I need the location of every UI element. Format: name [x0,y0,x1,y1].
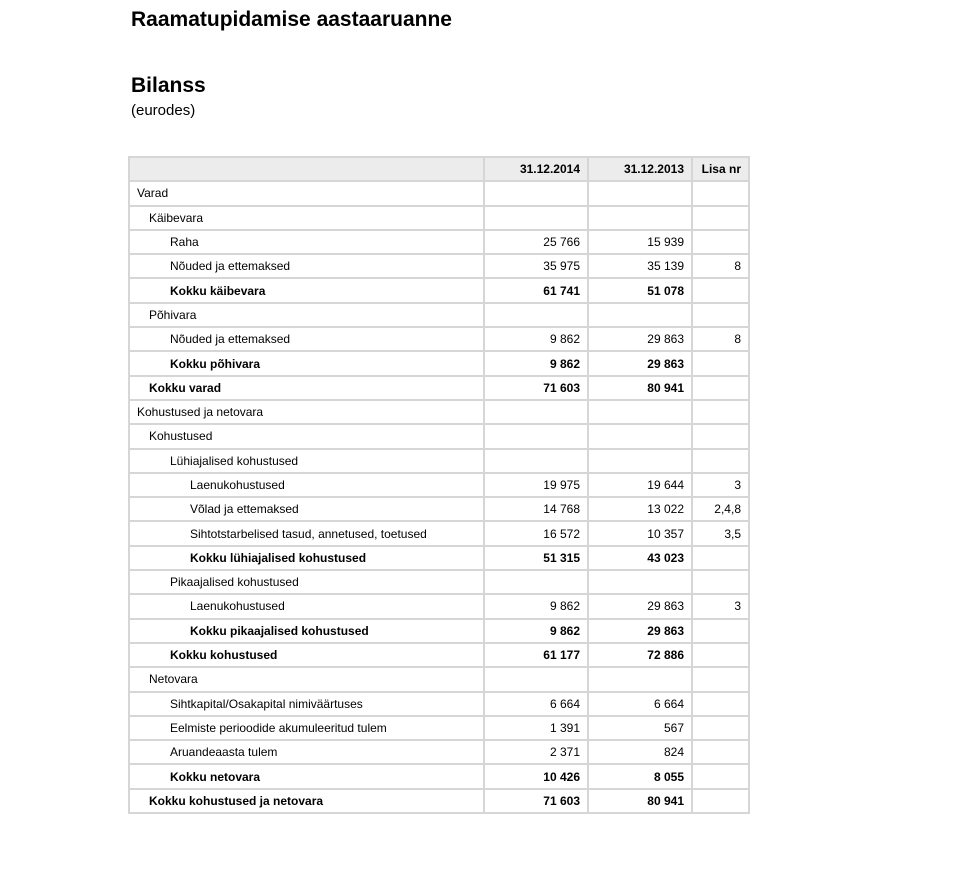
row-label: Sihtkapital/Osakapital nimiväärtuses [129,692,484,716]
value-2013 [588,667,692,691]
row-label: Kokku varad [129,376,484,400]
table-row [129,254,749,278]
table-row [129,546,749,570]
balance-sheet-table [128,156,750,814]
note-ref: 3 [692,473,749,497]
value-2013 [588,449,692,473]
value-2014: 51 315 [484,546,588,570]
value-2013 [588,303,692,327]
table-row [129,716,749,740]
row-label: Varad [129,181,484,205]
value-2013: 29 863 [588,327,692,351]
table-row [129,327,749,351]
value-2013 [588,206,692,230]
note-ref [692,230,749,254]
value-2014: 19 975 [484,473,588,497]
note-ref [692,351,749,375]
value-2013 [588,181,692,205]
note-ref: 3 [692,594,749,618]
value-2013: 29 863 [588,351,692,375]
note-ref [692,619,749,643]
table-row [129,497,749,521]
value-2014 [484,303,588,327]
table-row [129,206,749,230]
value-2013: 43 023 [588,546,692,570]
row-label: Sihtotstarbelised tasud, annetused, toetused [129,521,484,545]
value-2014: 9 862 [484,351,588,375]
value-2014 [484,400,588,424]
value-2013 [588,570,692,594]
table-row [129,789,749,813]
value-2014: 25 766 [484,230,588,254]
unit-note: (eurodes) [131,102,196,119]
note-ref [692,278,749,302]
value-2013: 51 078 [588,278,692,302]
value-2013: 6 664 [588,692,692,716]
value-2013: 567 [588,716,692,740]
value-2013: 29 863 [588,594,692,618]
row-label: Kokku lühiajalised kohustused [129,546,484,570]
table-row [129,230,749,254]
table-body [129,181,749,813]
value-2014: 6 664 [484,692,588,716]
row-label: Laenukohustused [129,594,484,618]
table-row [129,570,749,594]
value-2014: 9 862 [484,619,588,643]
value-2013: 13 022 [588,497,692,521]
value-2013: 8 055 [588,764,692,788]
row-label: Võlad ja ettemaksed [129,497,484,521]
value-2013: 15 939 [588,230,692,254]
note-ref: 8 [692,327,749,351]
row-label: Kohustused [129,424,484,448]
table-header-row [129,157,749,181]
table-row [129,278,749,302]
header-2014: 31.12.2014 [484,157,588,181]
note-ref [692,789,749,813]
value-2014: 71 603 [484,789,588,813]
note-ref: 8 [692,254,749,278]
note-ref [692,449,749,473]
note-ref [692,570,749,594]
table-row [129,521,749,545]
row-label: Kokku kohustused [129,643,484,667]
note-ref [692,206,749,230]
table-row [129,667,749,691]
table-row [129,764,749,788]
table-row [129,594,749,618]
value-2014: 71 603 [484,376,588,400]
value-2013: 80 941 [588,376,692,400]
value-2014: 61 741 [484,278,588,302]
row-label: Pikaajalised kohustused [129,570,484,594]
row-label: Põhivara [129,303,484,327]
header-note: Lisa nr [692,157,749,181]
row-label: Kokku netovara [129,764,484,788]
note-ref [692,643,749,667]
table-row [129,351,749,375]
row-label: Raha [129,230,484,254]
value-2014: 35 975 [484,254,588,278]
note-ref [692,740,749,764]
note-ref [692,303,749,327]
row-label: Netovara [129,667,484,691]
table-row [129,692,749,716]
value-2014 [484,667,588,691]
note-ref [692,376,749,400]
row-label: Kokku kohustused ja netovara [129,789,484,813]
value-2014: 1 391 [484,716,588,740]
value-2013: 10 357 [588,521,692,545]
header-2013: 31.12.2013 [588,157,692,181]
table-row [129,424,749,448]
note-ref: 3,5 [692,521,749,545]
row-label: Nõuded ja ettemaksed [129,254,484,278]
note-ref [692,667,749,691]
value-2013: 19 644 [588,473,692,497]
row-label: Kokku põhivara [129,351,484,375]
header-label [129,157,484,181]
note-ref [692,181,749,205]
value-2013: 72 886 [588,643,692,667]
row-label: Laenukohustused [129,473,484,497]
row-label: Eelmiste perioodide akumuleeritud tulem [129,716,484,740]
table-row [129,181,749,205]
value-2013: 80 941 [588,789,692,813]
note-ref [692,716,749,740]
note-ref [692,400,749,424]
note-ref [692,424,749,448]
value-2013 [588,424,692,448]
row-label: Käibevara [129,206,484,230]
document-title: Raamatupidamise aastaaruanne [131,8,452,31]
row-label: Kokku pikaajalised kohustused [129,619,484,643]
table-row [129,740,749,764]
value-2014 [484,449,588,473]
value-2014: 9 862 [484,594,588,618]
row-label: Lühiajalised kohustused [129,449,484,473]
table-row [129,303,749,327]
value-2014: 14 768 [484,497,588,521]
value-2013 [588,400,692,424]
value-2013: 35 139 [588,254,692,278]
table-row [129,400,749,424]
note-ref [692,546,749,570]
row-label: Kohustused ja netovara [129,400,484,424]
value-2014 [484,206,588,230]
note-ref [692,692,749,716]
value-2014 [484,570,588,594]
value-2014 [484,424,588,448]
note-ref [692,764,749,788]
value-2014: 16 572 [484,521,588,545]
value-2014: 2 371 [484,740,588,764]
value-2013: 29 863 [588,619,692,643]
table-row [129,449,749,473]
value-2014 [484,181,588,205]
value-2013: 824 [588,740,692,764]
table-row [129,643,749,667]
section-title: Bilanss [131,74,206,97]
value-2014: 9 862 [484,327,588,351]
table-row [129,376,749,400]
table-row [129,473,749,497]
value-2014: 10 426 [484,764,588,788]
row-label: Aruandeaasta tulem [129,740,484,764]
value-2014: 61 177 [484,643,588,667]
table-row [129,619,749,643]
row-label: Kokku käibevara [129,278,484,302]
row-label: Nõuded ja ettemaksed [129,327,484,351]
note-ref: 2,4,8 [692,497,749,521]
